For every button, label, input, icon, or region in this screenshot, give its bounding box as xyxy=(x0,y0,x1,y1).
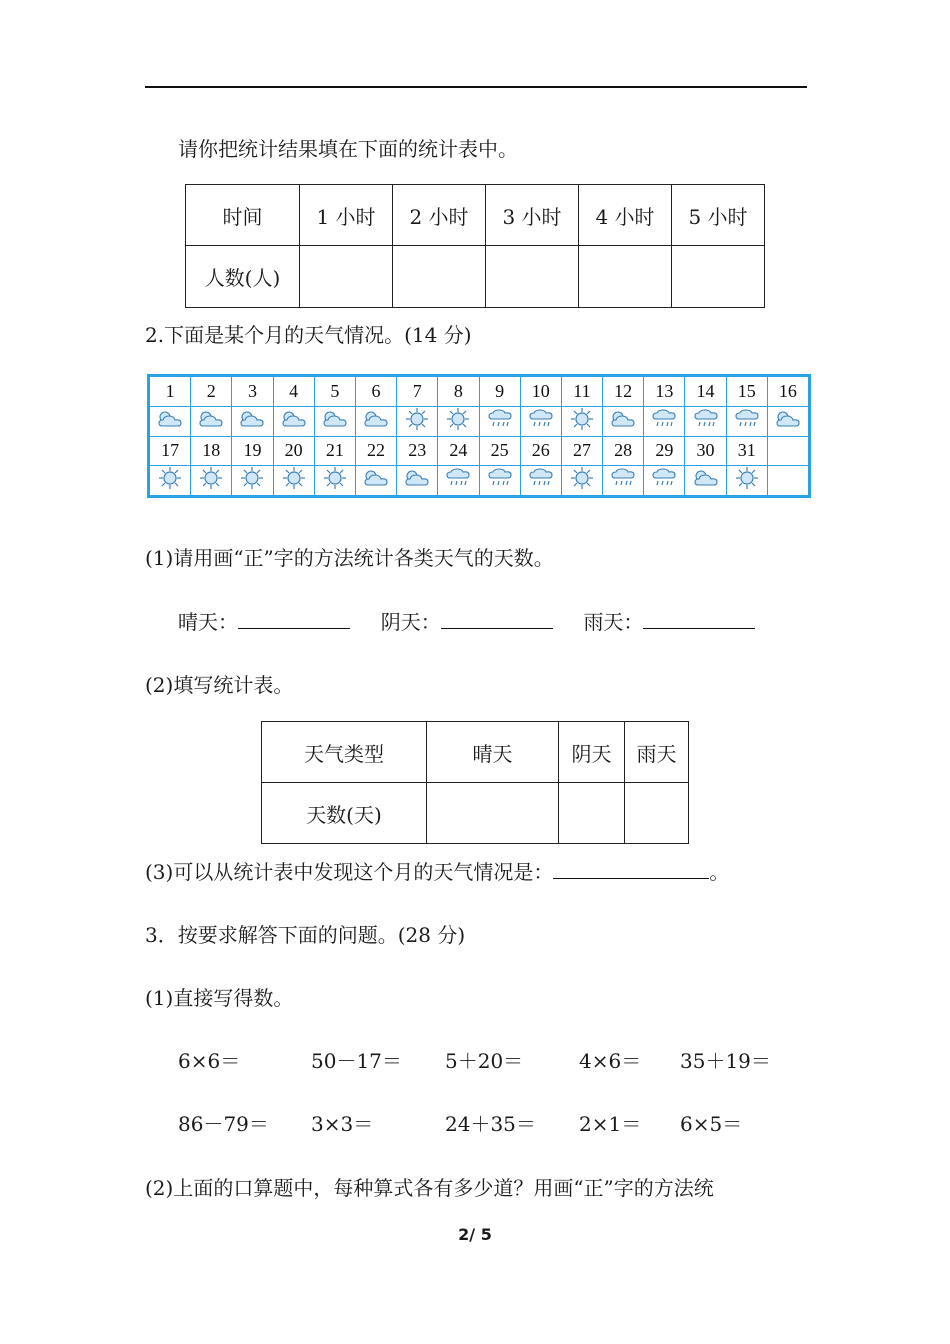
table2-cell[interactable] xyxy=(625,783,689,844)
sunny-icon xyxy=(199,474,223,494)
rainy-icon xyxy=(733,414,761,434)
rainy-icon xyxy=(650,414,678,434)
sunny-icon xyxy=(282,474,306,494)
cloudy-icon xyxy=(774,414,802,434)
calendar-day-number: 9 xyxy=(479,377,520,407)
cloudy-icon xyxy=(692,473,720,493)
calendar-day-number: 15 xyxy=(726,377,767,407)
calendar-weather-cell xyxy=(520,466,561,496)
calendar-weather-cell xyxy=(726,406,767,436)
calendar-weather-cell xyxy=(561,466,602,496)
calendar-day-number: 31 xyxy=(726,436,767,466)
calendar-day-number: 2 xyxy=(191,377,232,407)
calendar-weather-cell xyxy=(726,466,767,496)
cloudy-label: 阴天： xyxy=(380,610,441,634)
rainy-icon xyxy=(650,473,678,493)
calc-row1-item: 6×6＝ xyxy=(178,1049,241,1073)
rainy-icon xyxy=(527,414,555,434)
sunny-icon xyxy=(570,474,594,494)
calendar-day-number: 30 xyxy=(685,436,726,466)
calendar-weather-cell xyxy=(150,406,191,436)
table1-row-label: 人数(人) xyxy=(186,246,300,308)
calendar-weather-cell xyxy=(438,466,479,496)
calendar-day-number: 17 xyxy=(150,436,191,466)
q2-sub3-prefix: (3)可以从统计表中发现这个月的天气情况是： xyxy=(145,860,554,884)
calendar-day-number: 14 xyxy=(685,377,726,407)
sunny-label: 晴天： xyxy=(178,610,238,634)
calendar-day-number: 16 xyxy=(767,377,808,407)
cloudy-icon xyxy=(362,414,390,434)
table2-header-cloudy: 阴天 xyxy=(559,722,625,783)
table2-header-type: 天气类型 xyxy=(262,722,427,783)
q2-sub2: (2)填写统计表。 xyxy=(145,673,294,697)
q2-sub3 xyxy=(145,858,729,885)
table2-row-label: 天数(天) xyxy=(262,783,427,844)
calendar-weather-row xyxy=(150,466,809,496)
calendar-day-number: 28 xyxy=(603,436,644,466)
calendar-day-number: 23 xyxy=(397,436,438,466)
sunny-icon xyxy=(323,474,347,494)
calendar-weather-cell xyxy=(685,466,726,496)
rainy-icon xyxy=(692,414,720,434)
calendar-weather-cell xyxy=(314,406,355,436)
calendar-day-number: 18 xyxy=(191,436,232,466)
cloudy-icon xyxy=(156,414,184,434)
calendar-day-number: 5 xyxy=(314,377,355,407)
calc-row2-item: 2×1＝ xyxy=(579,1112,642,1136)
calendar-day-number: 27 xyxy=(561,436,602,466)
calc-row1-item: 4×6＝ xyxy=(579,1049,642,1073)
calendar-weather-cell xyxy=(355,466,396,496)
weather-calendar xyxy=(147,374,811,498)
table2-header-sunny: 晴天 xyxy=(427,722,559,783)
calendar-day-number: 7 xyxy=(397,377,438,407)
calendar-day-row xyxy=(150,436,809,466)
calendar-weather-cell xyxy=(314,466,355,496)
cloudy-icon xyxy=(403,473,431,493)
rainy-icon xyxy=(527,473,555,493)
table1-cell[interactable] xyxy=(579,246,672,308)
calc-row1-item: 50－17＝ xyxy=(311,1049,402,1073)
calendar-weather-row xyxy=(150,406,809,436)
calendar-day-number: 3 xyxy=(232,377,273,407)
cloudy-icon xyxy=(238,414,266,434)
table1-header-2h: 2 小时 xyxy=(393,185,486,246)
calc-row1-item: 35＋19＝ xyxy=(680,1049,771,1073)
calendar-weather-cell xyxy=(767,406,808,436)
rainy-icon xyxy=(444,473,472,493)
weather-stat-table xyxy=(261,721,689,844)
table1-cell[interactable] xyxy=(486,246,579,308)
calendar-day-number xyxy=(767,436,808,466)
calendar-weather-cell xyxy=(232,406,273,436)
calc-row2-item: 3×3＝ xyxy=(311,1112,374,1136)
cloudy-icon xyxy=(197,414,225,434)
calendar-weather-cell xyxy=(355,406,396,436)
calendar-day-row xyxy=(150,377,809,407)
calendar-day-number: 26 xyxy=(520,436,561,466)
calendar-weather-cell xyxy=(767,466,808,496)
calendar-day-number: 11 xyxy=(561,377,602,407)
table1-header-time: 时间 xyxy=(186,185,300,246)
calc-row2-item: 86－79＝ xyxy=(178,1112,269,1136)
calendar-weather-cell xyxy=(685,406,726,436)
table1-header-3h: 3 小时 xyxy=(486,185,579,246)
calendar-weather-cell xyxy=(150,466,191,496)
calendar-weather-cell xyxy=(644,466,685,496)
calendar-day-number: 19 xyxy=(232,436,273,466)
calendar-weather-cell xyxy=(438,406,479,436)
sunny-icon xyxy=(446,415,470,435)
table1-header-5h: 5 小时 xyxy=(672,185,765,246)
calendar-day-number: 12 xyxy=(603,377,644,407)
rainy-icon xyxy=(486,473,514,493)
q2-sub1: (1)请用画“正”字的方法统计各类天气的天数。 xyxy=(145,546,554,570)
rainy-label: 雨天： xyxy=(583,610,644,634)
q3-sub2: (2)上面的口算题中，每种算式各有多少道？用画“正”字的方法统 xyxy=(145,1176,714,1200)
cloudy-icon xyxy=(321,414,349,434)
calendar-day-number: 21 xyxy=(314,436,355,466)
rainy-icon xyxy=(486,414,514,434)
intro-text: 请你把统计结果填在下面的统计表中。 xyxy=(178,137,518,161)
calc-row2-item: 6×5＝ xyxy=(680,1112,743,1136)
calendar-weather-cell xyxy=(191,466,232,496)
calendar-weather-cell xyxy=(603,466,644,496)
sunny-icon xyxy=(570,415,594,435)
sunny-blank[interactable] xyxy=(238,608,350,629)
calendar-day-number: 4 xyxy=(273,377,314,407)
cloudy-icon xyxy=(280,414,308,434)
calc-row1-item: 5＋20＝ xyxy=(445,1049,524,1073)
calendar-day-number: 24 xyxy=(438,436,479,466)
calendar-day-number: 13 xyxy=(644,377,685,407)
calendar-weather-cell xyxy=(644,406,685,436)
calendar-day-number: 25 xyxy=(479,436,520,466)
sunny-icon xyxy=(158,474,182,494)
calendar-day-number: 10 xyxy=(520,377,561,407)
table1-cell[interactable] xyxy=(393,246,486,308)
header-rule xyxy=(145,86,807,88)
calendar-weather-cell xyxy=(232,466,273,496)
q3-sub1: (1)直接写得数。 xyxy=(145,986,294,1010)
rainy-icon xyxy=(609,473,637,493)
sunny-icon xyxy=(405,415,429,435)
calendar-weather-cell xyxy=(273,466,314,496)
table2-cell[interactable] xyxy=(427,783,559,844)
calendar-weather-cell xyxy=(520,406,561,436)
time-stat-table xyxy=(185,184,765,308)
cloudy-icon xyxy=(609,414,637,434)
weather-blanks xyxy=(178,608,755,635)
calendar-weather-cell xyxy=(397,406,438,436)
calendar-weather-cell xyxy=(397,466,438,496)
calendar-day-number: 20 xyxy=(273,436,314,466)
sunny-icon xyxy=(735,474,759,494)
calendar-day-number: 8 xyxy=(438,377,479,407)
calendar-day-number: 22 xyxy=(355,436,396,466)
calendar-day-number: 29 xyxy=(644,436,685,466)
table1-header-4h: 4 小时 xyxy=(579,185,672,246)
calendar-weather-cell xyxy=(191,406,232,436)
rainy-blank[interactable] xyxy=(643,608,755,629)
calendar-weather-cell xyxy=(479,406,520,436)
table1-cell[interactable] xyxy=(300,246,393,308)
page-number: 2/ 5 xyxy=(458,1225,492,1244)
cloudy-icon xyxy=(362,473,390,493)
table2-cell[interactable] xyxy=(559,783,625,844)
q3-title: 3．按要求解答下面的问题。(28 分) xyxy=(145,923,466,947)
calendar-weather-cell xyxy=(273,406,314,436)
q2-sub3-suffix: 。 xyxy=(709,860,730,884)
q2-title: 2.下面是某个月的天气情况。(14 分) xyxy=(145,323,472,347)
calendar-weather-cell xyxy=(603,406,644,436)
table2-header-rainy: 雨天 xyxy=(625,722,689,783)
sunny-icon xyxy=(240,474,264,494)
calendar-day-number: 6 xyxy=(355,377,396,407)
q2-sub3-blank[interactable] xyxy=(553,858,709,879)
calc-row2-item: 24＋35＝ xyxy=(445,1112,536,1136)
calendar-weather-cell xyxy=(479,466,520,496)
table1-cell[interactable] xyxy=(672,246,765,308)
calendar-day-number: 1 xyxy=(150,377,191,407)
calendar-weather-cell xyxy=(561,406,602,436)
cloudy-blank[interactable] xyxy=(441,608,553,629)
table1-header-1h: 1 小时 xyxy=(300,185,393,246)
